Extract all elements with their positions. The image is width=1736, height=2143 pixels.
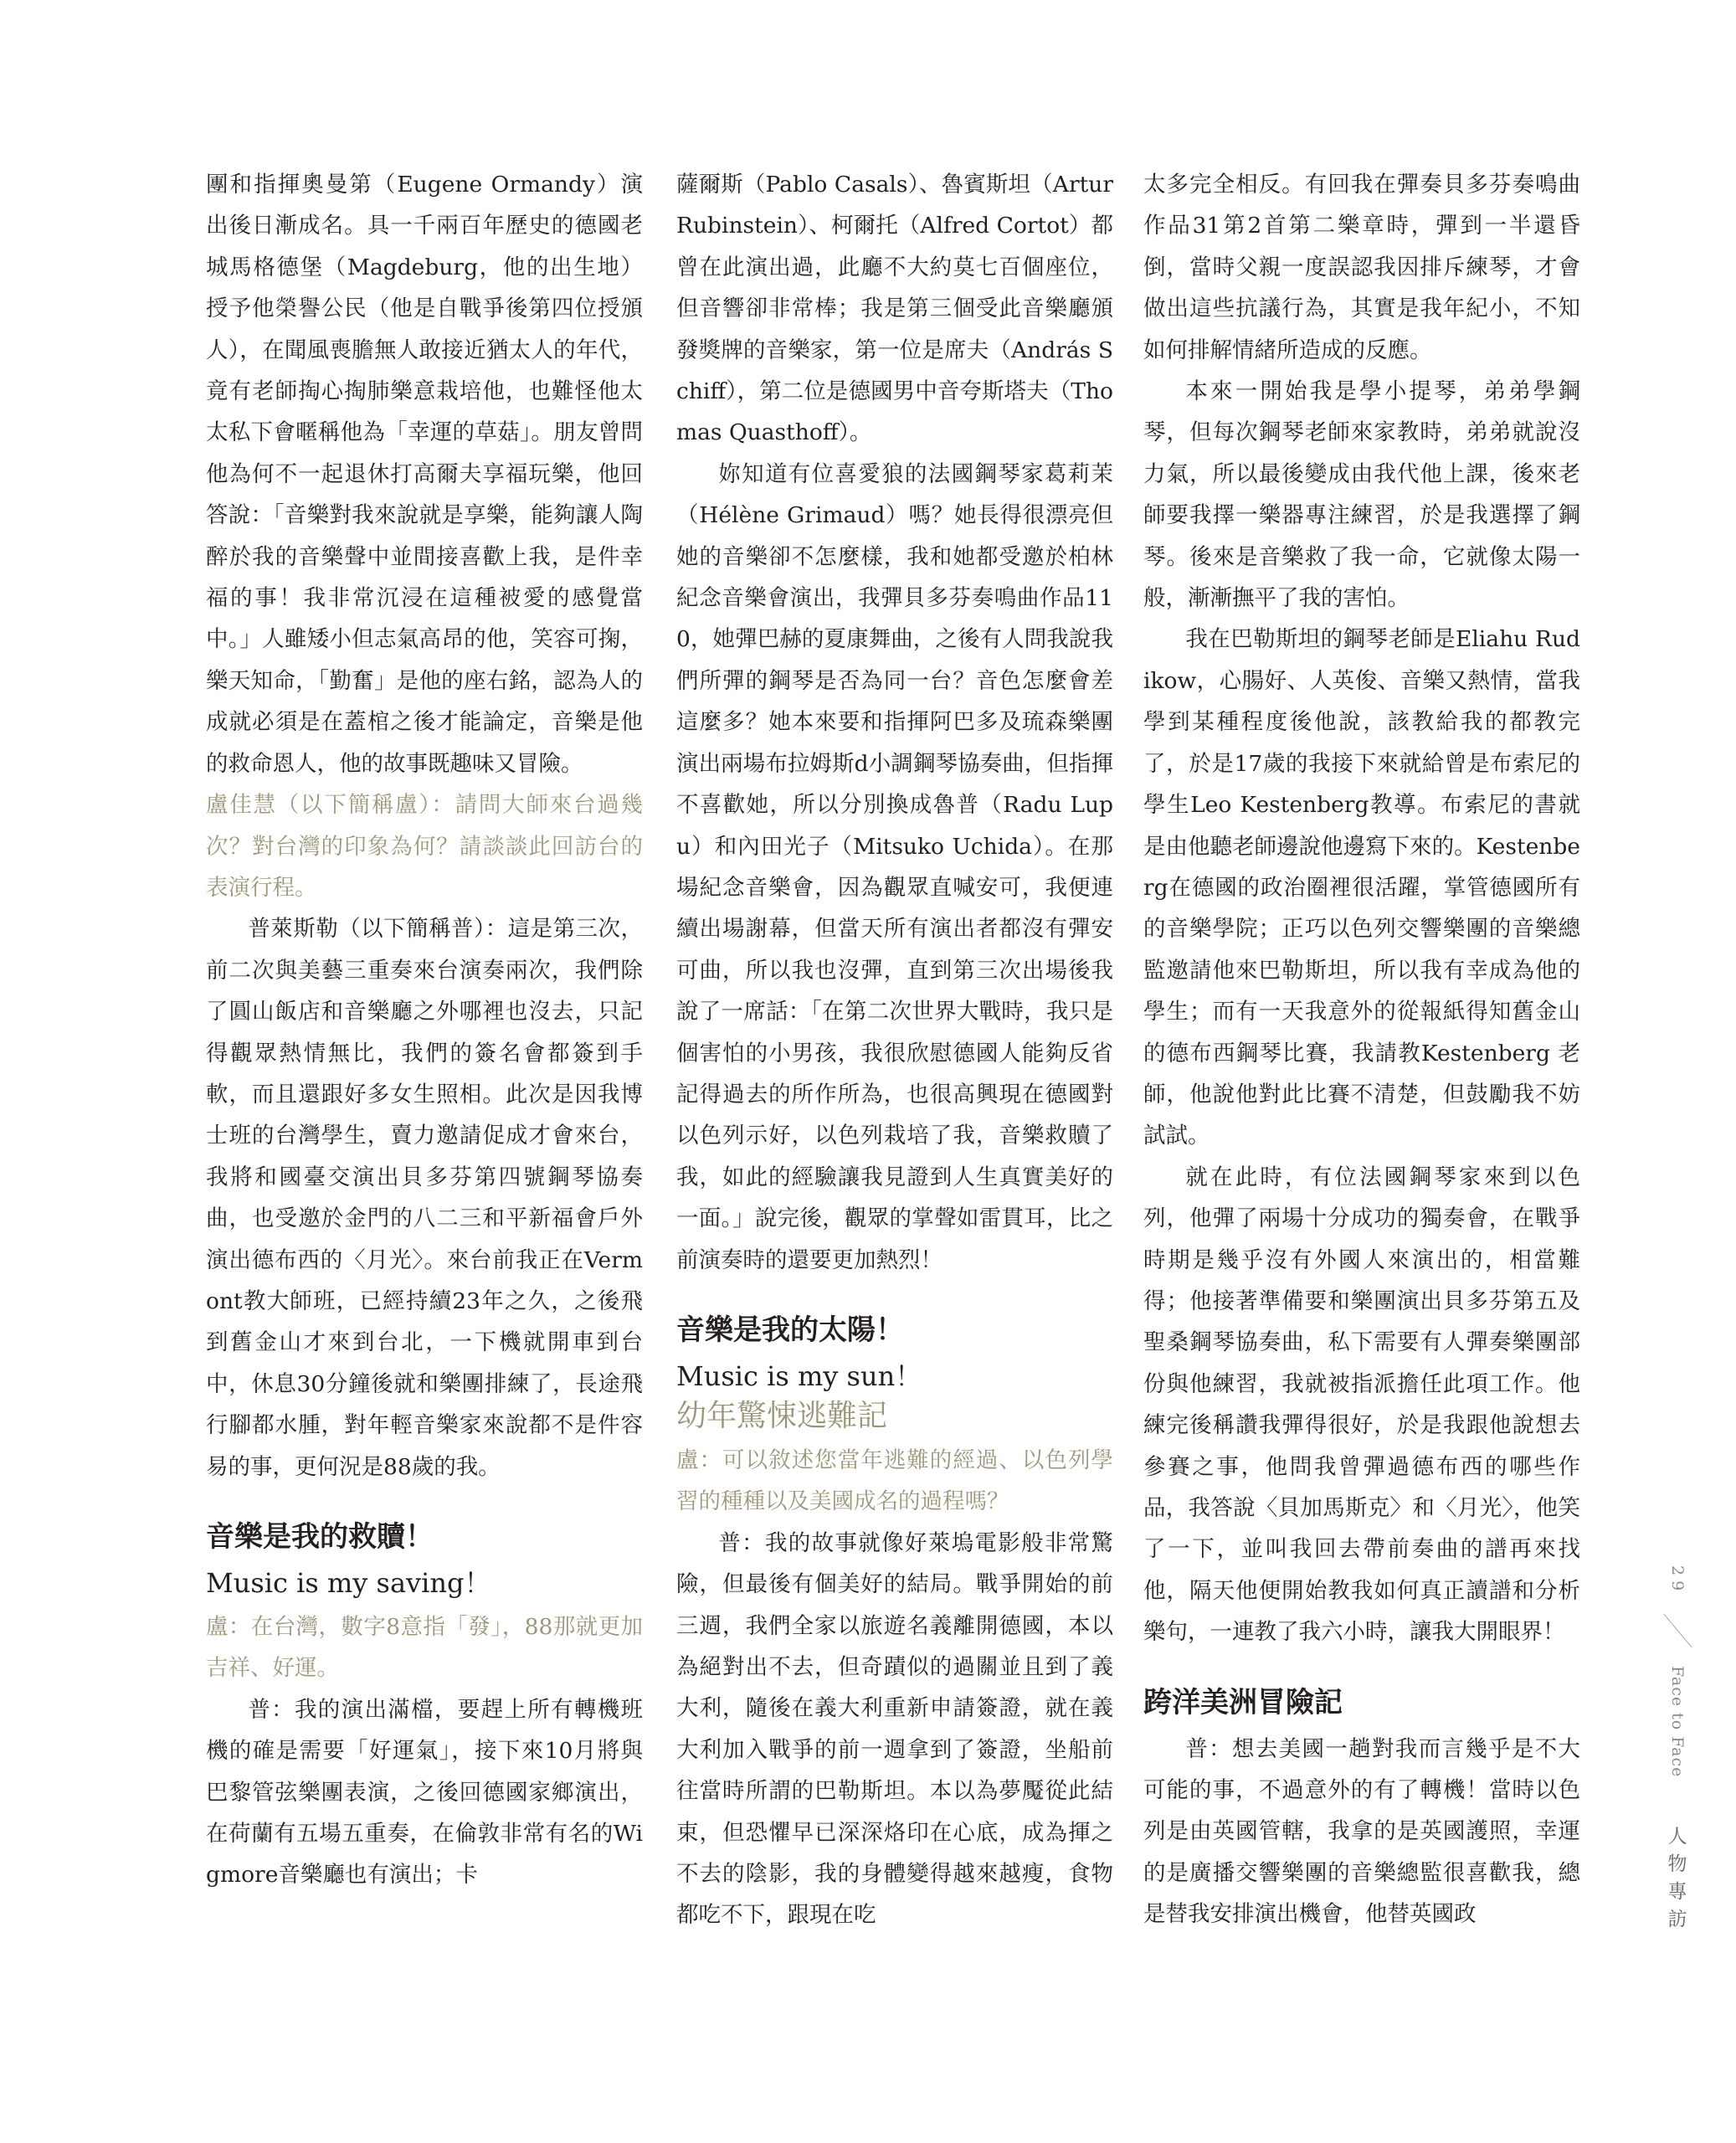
body-paragraph: 妳知道有位喜愛狼的法國鋼琴家葛莉茉（Hélène Grimaud）嗎？她長得很漂亮但她的音樂卻不怎麼樣，我和她都受邀於柏林紀念音樂會演出，我彈貝多芬奏鳴曲作品110，她彈巴赫的夏康舞曲，之後有人問我說我們所彈的鋼琴是否為同一台？音色怎麼會差這麼多？她本來要和指揮阿巴多及琉森樂團演出兩場布拉姆斯d小調鋼琴協奏曲，但指揮不喜歡她，所以分別換成魯普（Radu Lupu）和內田光子（Mitsuko Uchida）。在那場紀念音樂會，因為觀眾直喊安可，我便連續出場謝幕，但當天所有演出者都沒有彈安可曲，所以我也沒彈，直到第三次出場後我說了一席話：「在第二次世界大戰時，我只是個害怕的小男孩，我很欣慰德國人能夠反省記得過去的所作所為，也很高興現在德國對以色列示好，以色列栽培了我，音樂救贖了我，如此的經驗讓我見證到人生真實美好的一面。」說完後，觀眾的掌聲如雷貫耳，比之前演奏時的還要更加熱烈！ xyxy=(676,460,1113,1273)
right-column xyxy=(1143,164,1580,1935)
category-char: 專 xyxy=(1667,1880,1687,1903)
category-char: 物 xyxy=(1667,1853,1687,1875)
body-paragraph: 薩爾斯（Pablo Casals）、魯賓斯坦（Artur Rubinstein）、柯爾托（Alfred Cortot）都曾在此演出過，此廳不大約莫七百個座位，但音響卻非常棒；我是第三個受此音樂廳頒發獎牌的音樂家，第一位是席夫（András Schiff），第二位是德國男中音夸斯塔夫（Thomas Quasthoff）。 xyxy=(676,172,1113,446)
divider-slash xyxy=(1663,1614,1692,1647)
section-name: Face to Face xyxy=(1668,1666,1687,1778)
page-sidebar xyxy=(1661,1565,1694,1934)
category-label xyxy=(1668,1823,1687,1934)
interview-question: 盧佳慧（以下簡稱盧）：請問大師來台過幾次？對台灣的印象為何？請談談此回訪台的表演行程。 xyxy=(206,792,643,901)
middle-column xyxy=(676,164,1113,1936)
body-paragraph: 本來一開始我是學小提琴，弟弟學鋼琴，但每次鋼琴老師來家教時，弟弟就說沒力氣，所以最後變成由我代他上課，後來老師要我擇一樂器專注練習，於是我選擇了鋼琴。後來是音樂救了我一命，它就像太陽一般，漸漸撫平了我的害怕。 xyxy=(1143,378,1580,612)
section-heading: 音樂是我的太陽！ xyxy=(676,1313,904,1347)
category-char: 訪 xyxy=(1667,1908,1687,1930)
interview-question: 盧：在台灣，數字8意指「發」，88那就更加吉祥、好運。 xyxy=(206,1614,643,1682)
section-heading: 跨洋美洲冒險記 xyxy=(1143,1685,1343,1719)
body-paragraph: 太多完全相反。有回我在彈奏貝多芬奏鳴曲作品31第2首第二樂章時，彈到一半還昏倒，當時父親一度誤認我因排斥練琴，才會做出這些抗議行為，其實是我年紀小，不知如何排解情緒所造成的反應。 xyxy=(1143,172,1580,363)
left-column xyxy=(206,164,643,1896)
body-paragraph: 普：我的演出滿檔，要趕上所有轉機班機的確是需要「好運氣」，接下來10月將與巴黎管弦樂團表演，之後回德國家鄉演出，在荷蘭有五場五重奏，在倫敦非常有名的Wigmore音樂廳也有演出；卡 xyxy=(206,1696,643,1889)
body-paragraph: 團和指揮奧曼第（Eugene Ormandy）演出後日漸成名。具一千兩百年歷史的德國老城馬格德堡（Magdeburg，他的出生地）授予他榮譽公民（他是自戰爭後第四位授頒人），在聞風喪膽無人敢接近猶太人的年代，竟有老師掏心掏肺樂意栽培他，也難怪他太太私下會暱稱他為「幸運的草菇」。朋友曾問他為何不一起退休打高爾夫享福玩樂，他回答說：「音樂對我來說就是享樂，能夠讓人陶醉於我的音樂聲中並間接喜歡上我，是件幸福的事！我非常沉浸在這種被愛的感覺當中。」人雖矮小但志氣高昂的他，笑容可掬，樂天知命，「勤奮」是他的座右銘，認為人的成就必須是在蓋棺之後才能論定，音樂是他的救命恩人，他的故事既趣味又冒險。 xyxy=(206,172,643,777)
section-heading-english: Music is my sun！ xyxy=(676,1359,922,1392)
body-paragraph: 普：想去美國一趟對我而言幾乎是不大可能的事，不過意外的有了轉機！當時以色列是由英國管轄，我拿的是英國護照，幸運的是廣播交響樂團的音樂總監很喜歡我，總是替我安排演出機會，他替英國政 xyxy=(1143,1735,1580,1928)
body-paragraph: 普萊斯勒（以下簡稱普）：這是第三次，前二次與美藝三重奏來台演奏兩次，我們除了圓山飯店和音樂廳之外哪裡也沒去，只記得觀眾熱情無比，我們的簽名會都簽到手軟，而且還跟好多女生照相。此次是因我博士班的台灣學生，賣力邀請促成才會來台，我將和國臺交演出貝多芬第四號鋼琴協奏曲，也受邀於金門的八二三和平新福會戶外演出德布西的〈月光〉。來台前我正在Vermont教大師班，已經持續23年之久，之後飛到舊金山才來到台北，一下機就開車到台中，休息30分鐘後就和樂團排練了，長途飛行腳都水腫，對年輕音樂家來說都不是件容易的事，更何況是88歲的我。 xyxy=(206,916,643,1480)
interview-question: 盧：可以敘述您當年逃難的經過、以色列學習的種種以及美國成名的過程嗎？ xyxy=(676,1447,1113,1515)
category-char: 人 xyxy=(1667,1825,1687,1848)
section-subheading: 幼年驚悚逃難記 xyxy=(676,1398,888,1433)
section-heading: 音樂是我的救贖！ xyxy=(206,1520,434,1554)
body-paragraph: 就在此時，有位法國鋼琴家來到以色列，他彈了兩場十分成功的獨奏會，在戰爭時期是幾乎沒有外國人來演出的，相當難得；他接著準備要和樂團演出貝多芬第五及聖桑鋼琴協奏曲，私下需要有人彈奏樂團部份與他練習，我就被指派擔任此項工作。他練完後稱讚我彈得很好，於是我跟他說想去參賽之事，他問我曾彈過德布西的哪些作品，我答說〈貝加馬斯克〉和〈月光〉，他笑了一下，並叫我回去帶前奏曲的譜再來找他，隔天他便開始教我如何真正讀譜和分析樂句，一連教了我六小時，讓我大開眼界！ xyxy=(1143,1164,1580,1646)
page-number: 29 xyxy=(1668,1565,1687,1596)
body-paragraph: 我在巴勒斯坦的鋼琴老師是Eliahu Rudikow，心腸好、人英俊、音樂又熱情，當我學到某種程度後他說，該教給我的都教完了，於是17歲的我接下來就給曾是布索尼的學生Leo Kestenberg教導。布索尼的書就是由他聽老師邊說他邊寫下來的。Kestenberg在德國的政治圈裡很活躍，掌管德國所有的音樂學院；正巧以色列交響樂團的音樂總監邀請他來巴勒斯坦，所以我有幸成為他的學生；而有一天我意外的從報紙得知舊金山的德布西鋼琴比賽，我請教Kestenberg 老師，他說他對此比賽不清楚，但鼓勵我不妨試試。 xyxy=(1143,626,1580,1149)
section-heading-english: Music is my saving！ xyxy=(206,1567,491,1599)
body-paragraph: 普：我的故事就像好萊塢電影般非常驚險，但最後有個美好的結局。戰爭開始的前三週，我們全家以旅遊名義離開德國，本以為絕對出不去，但奇蹟似的過關並且到了義大利，隨後在義大利重新申請簽證，就在義大利加入戰爭的前一週拿到了簽證，坐船前往當時所謂的巴勒斯坦。本以為夢魘從此結束，但恐懼早已深深烙印在心底，成為揮之不去的陰影，我的身體變得越來越瘦，食物都吃不下，跟現在吃 xyxy=(676,1529,1113,1929)
